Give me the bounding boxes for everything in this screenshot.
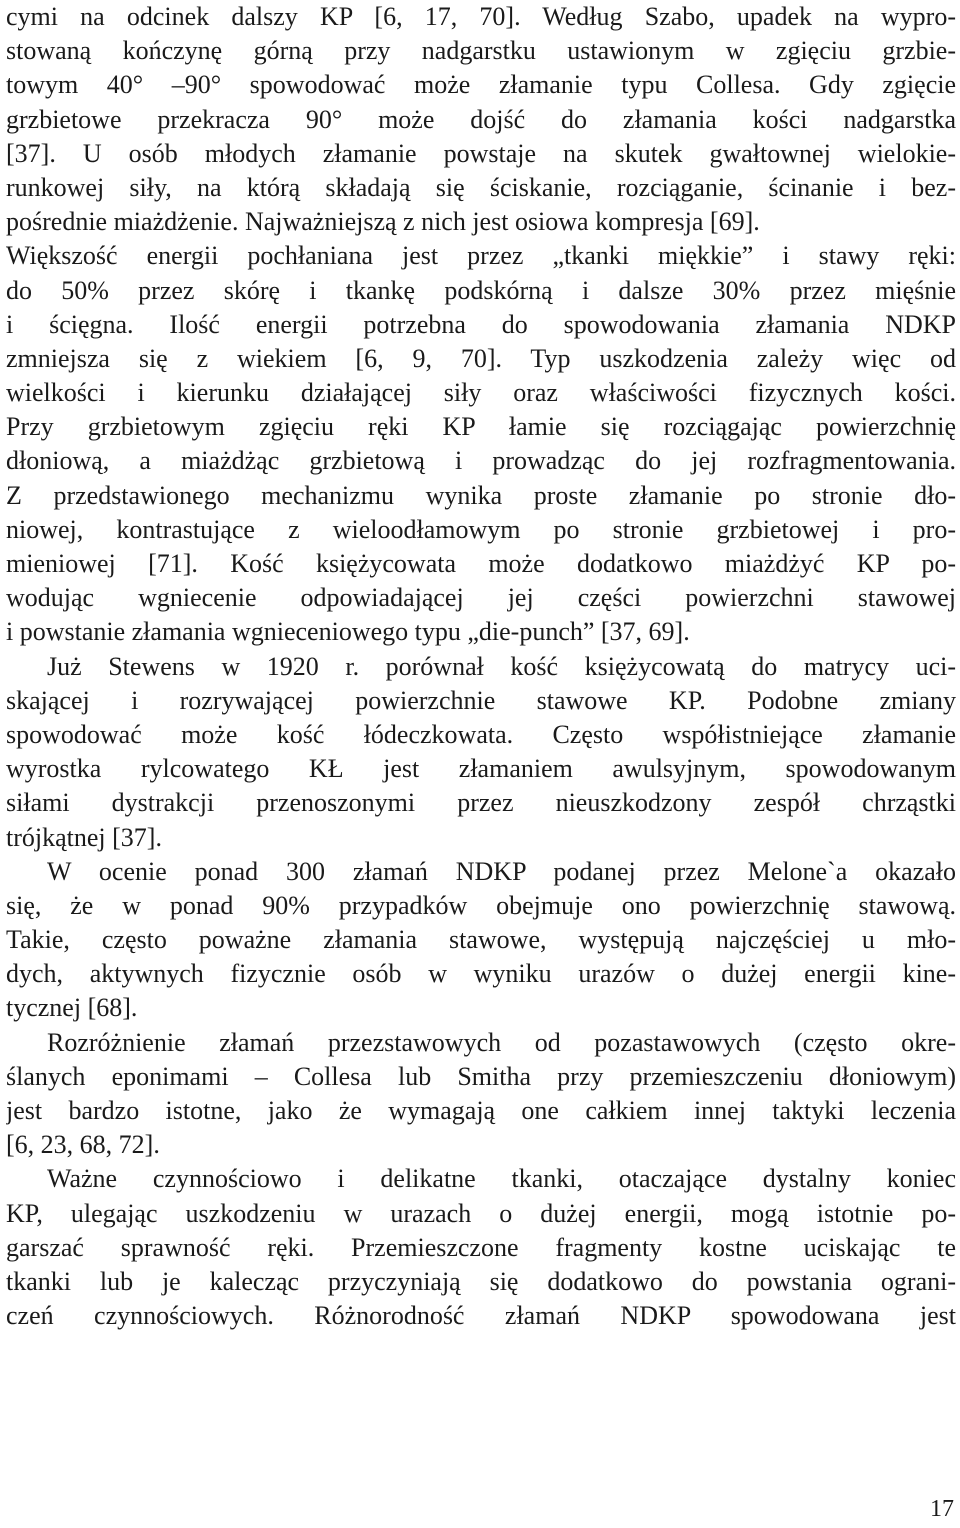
text-line: wielkości i kierunku działającej siły oraz właściwości fizycznych kości. xyxy=(6,378,956,408)
text-line: ślanych eponimami – Collesa lub Smitha przy przemieszczeniu dłoniowym) xyxy=(6,1061,956,1091)
document-page xyxy=(6,0,956,1333)
text-line: i powstanie złamania wgnieceniowego typu „die-punch” [37, 69]. xyxy=(6,617,690,647)
text-line: niowej, kontrastujące z wieloodłamowym po stronie grzbietowej i pro- xyxy=(6,514,956,544)
text-line: W ocenie ponad 300 złamań NDKP podanej przez Melone`a okazało xyxy=(47,856,956,886)
text-line: zmniejsza się z wiekiem [6, 9, 70]. Typ uszkodzenia zależy więc od xyxy=(6,343,956,373)
text-line: Z przedstawionego mechanizmu wynika proste złamanie po stronie dło- xyxy=(6,480,956,510)
text-line: Ważne czynnościowo i delikatne tkanki, otaczające dystalny koniec xyxy=(47,1164,956,1194)
text-line: spowodować może kość łódeczkowata. Często współistniejące złamanie xyxy=(6,719,956,749)
text-line: Przy grzbietowym zgięciu ręki KP łamie się rozciągając powierzchnię xyxy=(6,412,956,442)
text-line: wyrostka rylcowatego KŁ jest złamaniem awulsyjnym, spowodowanym xyxy=(6,754,956,784)
text-line: tkanki lub je kalecząc przyczyniają się dodatkowo do powstania ograni- xyxy=(6,1266,956,1296)
page-number: 17 xyxy=(930,1496,954,1522)
text-line: jest bardzo istotne, jako że wymagają one całkiem innej taktyki leczenia xyxy=(6,1096,956,1125)
text-line: do 50% przez skórę i tkankę podskórną i dalsze 30% przez mięśnie xyxy=(6,275,956,305)
text-line: wodując wgniecenie odpowiadającej jej części powierzchni stawowej xyxy=(6,583,956,613)
text-line: grzbietowe przekracza 90° może dojść do złamania kości nadgarstka xyxy=(6,104,956,134)
text-line: Rozróżnienie złamań przezstawowych od pozastawowych (często okre- xyxy=(47,1027,956,1057)
text-line: i ścięgna. Ilość energii potrzebna do spowodowania złamania NDKP xyxy=(6,309,956,339)
text-line: tycznej [68]. xyxy=(6,993,138,1023)
text-line: pośrednie miażdżenie. Najważniejszą z nich jest osiowa kompresja [69]. xyxy=(6,207,760,237)
text-line: KP, ulegając uszkodzeniu w urazach o dużej energii, mogą istotnie po- xyxy=(6,1198,956,1228)
text-line: stowaną kończynę górną przy nadgarstku ustawionym w zgięciu grzbie- xyxy=(6,36,956,66)
text-line: cymi na odcinek dalszy KP [6, 17, 70]. Według Szabo, upadek na wypro- xyxy=(6,2,956,31)
text-line: [6, 23, 68, 72]. xyxy=(6,1130,160,1160)
text-line: skającej i rozrywającej powierzchnie stawowe KP. Podobne zmiany xyxy=(6,685,956,715)
text-line: Takie, często poważne złamania stawowe, występują najczęściej u mło- xyxy=(6,925,956,955)
text-line: Już Stewens w 1920 r. porównał kość księżycowatą do matrycy uci- xyxy=(47,651,956,681)
text-line: mieniowej [71]. Kość księżycowata może dodatkowo miażdżyć KP po- xyxy=(6,549,956,578)
text-line: się, że w ponad 90% przypadków obejmuje ono powierzchnię stawową. xyxy=(6,890,956,920)
text-line: towym 40° –90° spowodować może złamanie typu Collesa. Gdy zgięcie xyxy=(6,70,956,100)
text-line: trójkątnej [37]. xyxy=(6,822,162,852)
text-line: dych, aktywnych fizycznie osób w wyniku urazów o dużej energii kine- xyxy=(6,959,956,989)
text-line: czeń czynnościowych. Różnorodność złamań NDKP spowodowana jest xyxy=(6,1301,956,1331)
body-text xyxy=(6,0,956,1333)
text-line: dłoniową, a miażdżąc grzbietową i prowadząc do jej rozfragmentowania. xyxy=(6,446,956,476)
text-line: siłami dystrakcji przenoszonymi przez nieuszkodzony zespół chrząstki xyxy=(6,788,956,818)
text-line: runkowej siły, na którą składają się ściskanie, rozciąganie, ścinanie i bez- xyxy=(6,172,956,202)
text-line: Większość energii pochłaniana jest przez „tkanki miękkie” i stawy ręki: xyxy=(6,241,956,271)
text-line: garszać sprawność ręki. Przemieszczone fragmenty kostne uciskając te xyxy=(6,1232,956,1262)
text-line: [37]. U osób młodych złamanie powstaje na skutek gwałtownej wielokie- xyxy=(6,138,956,168)
